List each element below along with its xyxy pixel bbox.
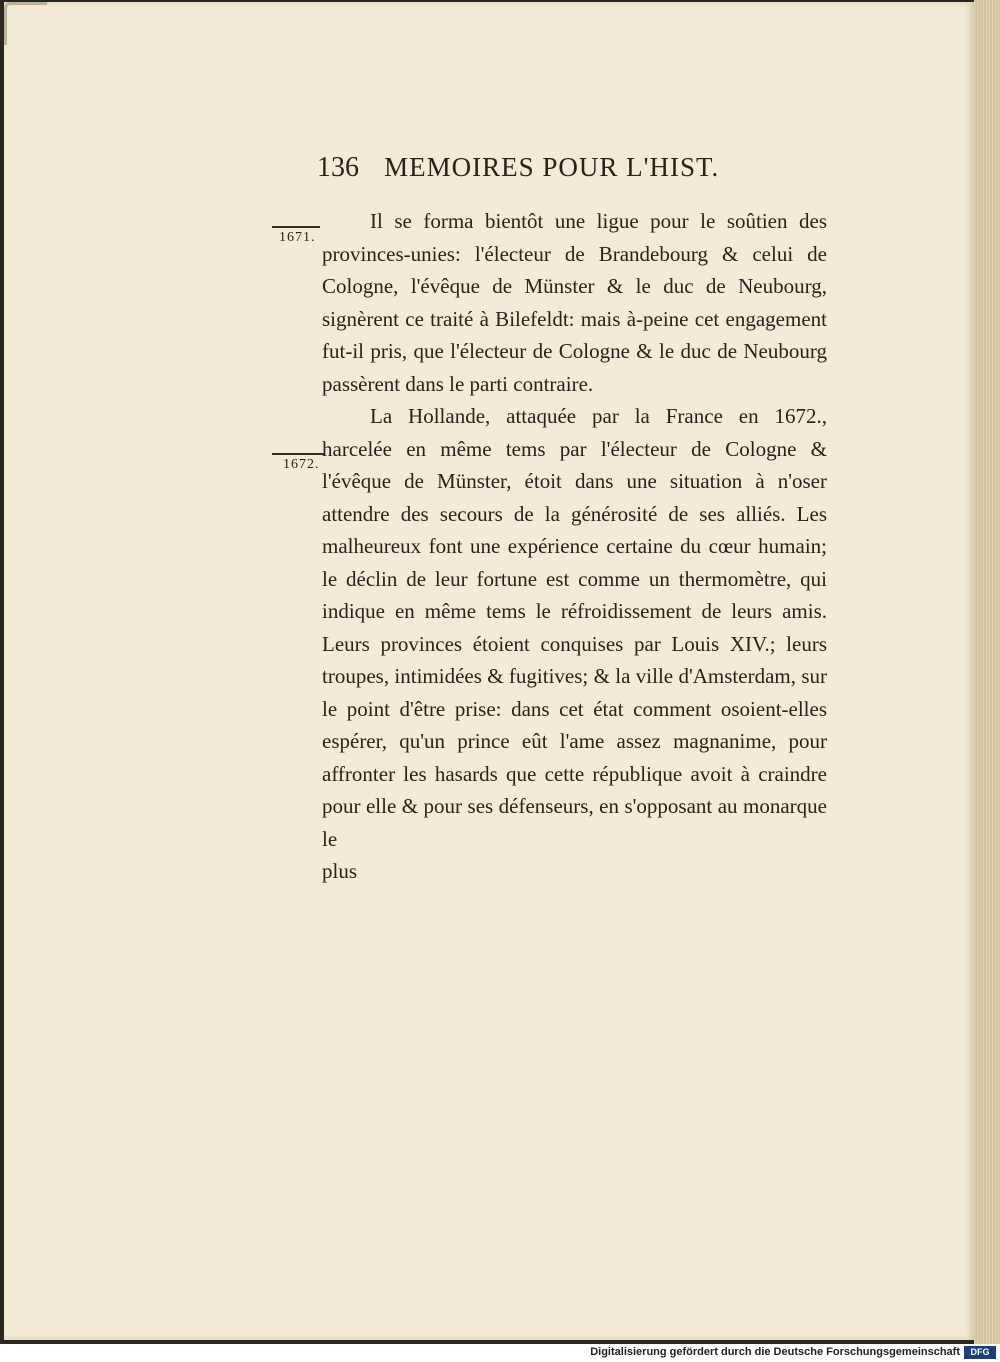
footer-bar bbox=[0, 1344, 1000, 1362]
margin-rule-1671 bbox=[272, 226, 320, 228]
margin-year-1671: 1671. bbox=[279, 230, 316, 245]
page-corner-mark bbox=[4, 2, 47, 45]
margin-year-1672: 1672. bbox=[283, 457, 320, 472]
margin-rule-1672 bbox=[272, 453, 324, 455]
page-header bbox=[317, 152, 747, 196]
body-text bbox=[322, 205, 827, 888]
paragraph-1671: Il se forma bientôt une ligue pour le soûtien des provinces-unies: l'électeur de Brandebourg & celui de Cologne, l'évêque de Münster & le duc de Neubourg, signèrent ce traité à Bilefeldt: mais à-peine cet engagement fut-il pris, que l'électeur de Cologne & le duc de Neubourg passèrent dans le parti contraire. bbox=[322, 209, 827, 396]
page-edges bbox=[974, 0, 1000, 1344]
running-head: MEMOIRES POUR L'HIST. bbox=[384, 152, 720, 182]
paragraph-1672: La Hollande, attaquée par la France en 1672., harcelée en même tems par l'électeur de Cologne & l'évêque de Münster, étoit dans une situation à n'oser attendre des secours de la générosité de ses alliés. Les malheureux font une expérience certaine du cœur humain; le déclin de leur fortune est comme un thermomètre, qui indique en même tems le réfroidissement de leurs amis. Leurs provinces étoient conquises par Louis XIV.; leurs troupes, intimidées & fugitives; & la ville d'Amsterdam, sur le point d'être prise: dans cet état comment osoient-elles espérer, qu'un prince eût l'ame assez magnanime, pour affronter les hasards que cette république avoit à craindre pour elle & pour ses défenseurs, en s'opposant au monarque le bbox=[322, 404, 827, 851]
page-number: 136 bbox=[317, 152, 359, 183]
catchword: plus bbox=[322, 859, 358, 883]
funding-credit: Digitalisierung gefördert durch die Deutsche Forschungsgemeinschaft bbox=[590, 1346, 960, 1358]
dfg-logo-icon: DFG bbox=[964, 1346, 996, 1359]
